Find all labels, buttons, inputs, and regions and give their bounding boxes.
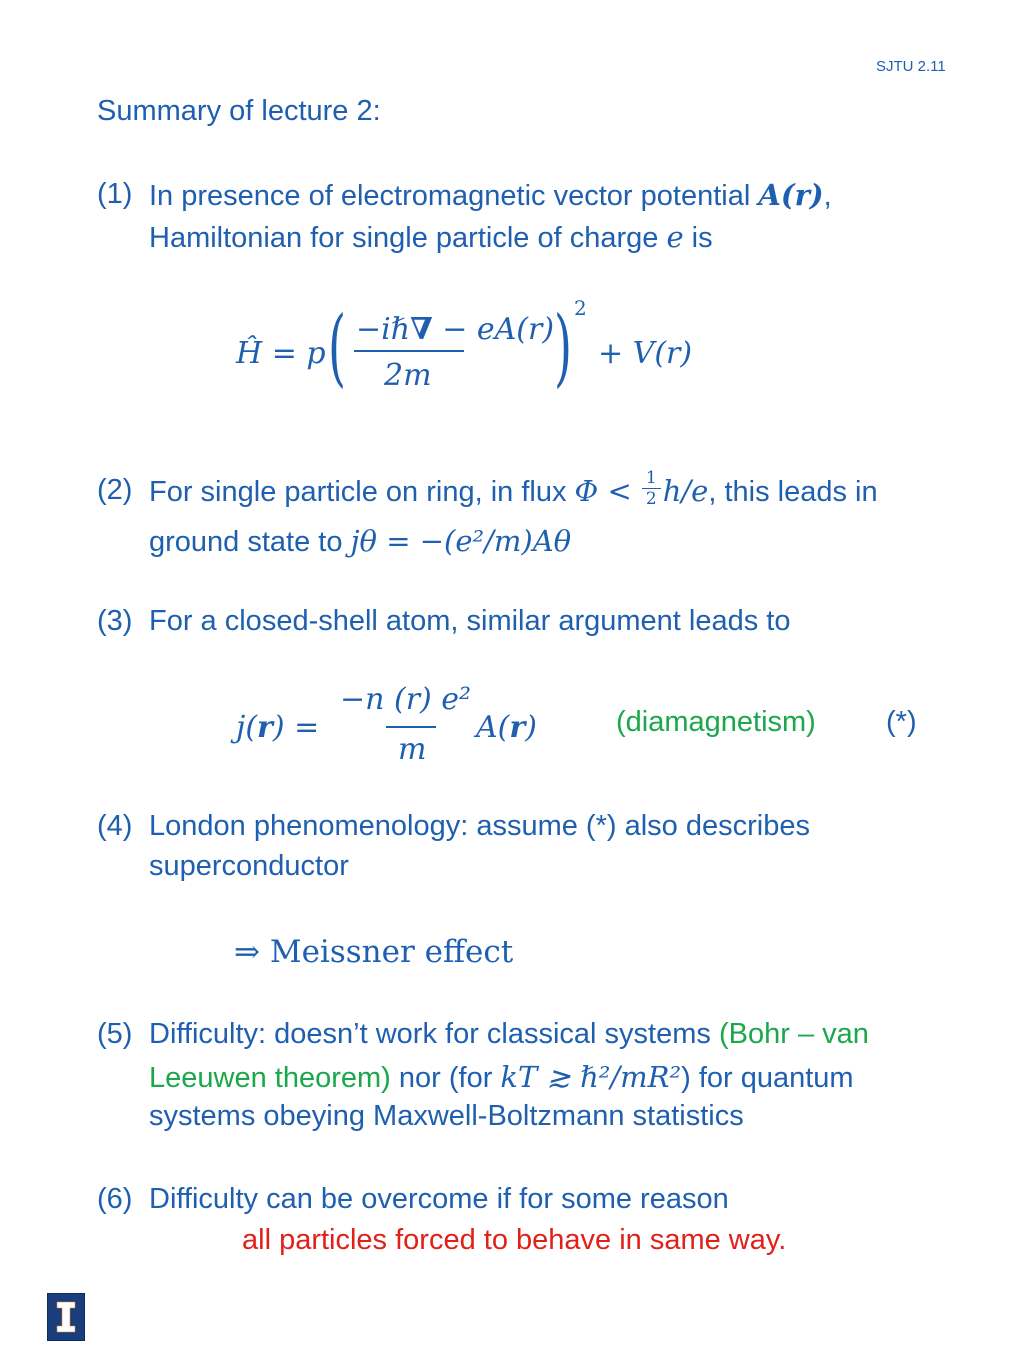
item-2-line1 xyxy=(149,467,878,509)
hamiltonian-numerator xyxy=(356,312,554,347)
half-num: 1 xyxy=(645,467,657,488)
diamag-rhs: A(r) xyxy=(476,710,537,745)
num-part2: − eA(r) xyxy=(432,312,555,347)
item-3-number: (3) xyxy=(97,605,133,637)
left-paren: ( xyxy=(328,298,347,396)
item-2-text: For single particle on ring, in flux xyxy=(149,476,575,508)
lhs-r: r xyxy=(257,710,273,745)
item-5-end: ) for quantum xyxy=(681,1062,854,1094)
item-6-number: (6) xyxy=(97,1183,133,1215)
hamiltonian-lhs: Ĥ = p xyxy=(236,336,326,371)
item-1-charge: e xyxy=(666,220,684,254)
rhs-r: r xyxy=(509,710,526,745)
item-4-number: (4) xyxy=(97,810,133,842)
item-5-bohr: (Bohr – van xyxy=(718,1018,869,1050)
hamiltonian-rhs: + V(r) xyxy=(598,336,693,371)
item-2-number: (2) xyxy=(97,474,133,506)
item-1-math: A(r) xyxy=(758,178,824,212)
item-2-half xyxy=(642,468,661,509)
hamiltonian-denominator: 2m xyxy=(384,358,432,393)
item-1-line1 xyxy=(149,178,832,213)
item-2-line2 xyxy=(149,524,571,559)
item-2-text2: ground state to xyxy=(149,526,351,558)
item-5-text2: nor (for xyxy=(390,1062,501,1094)
item-1-number: (1) xyxy=(97,178,133,210)
item-2-flux: Φ < xyxy=(574,474,632,508)
item-5-math: kT ≳ ℏ²/mR² xyxy=(500,1060,682,1094)
item-4-line2: superconductor xyxy=(149,850,349,882)
diamag-lhs: j(r) = xyxy=(236,710,320,745)
item-1-text2: Hamiltonian for single particle of charge xyxy=(149,222,667,254)
item-6-line2: all particles forced to behave in same way. xyxy=(242,1224,787,1256)
num-part1: −iℏ xyxy=(356,312,411,347)
item-5-text: Difficulty: doesn’t work for classical systems xyxy=(149,1018,719,1050)
diamag-fraction-bar xyxy=(386,726,436,728)
item-4-line1: London phenomenology: assume (*) also describes xyxy=(149,810,810,842)
diamag-equation xyxy=(236,682,936,772)
item-6-line1: Difficulty can be overcome if for some reason xyxy=(149,1183,729,1215)
half-den: 2 xyxy=(645,488,657,509)
item-2-he: h/e xyxy=(662,474,709,508)
page-title: Summary of lecture 2: xyxy=(97,95,381,127)
diamag-label: (diamagnetism) xyxy=(616,706,816,738)
item-5-number: (5) xyxy=(97,1018,133,1050)
diamag-numerator: −n (r) e² xyxy=(340,682,472,717)
item-3-line1: For a closed-shell atom, similar argument leads to xyxy=(149,605,791,637)
item-5-line3: systems obeying Maxwell-Boltzmann statistics xyxy=(149,1100,744,1132)
university-logo xyxy=(47,1293,85,1341)
item-5-line1 xyxy=(149,1018,869,1051)
nabla: ∇ xyxy=(410,312,433,347)
item-5-theorem: Leeuwen theorem) xyxy=(149,1062,391,1094)
hamiltonian-exponent: 2 xyxy=(574,296,587,320)
item-1-end: is xyxy=(683,222,713,254)
item-1-line2 xyxy=(149,220,713,255)
diamag-denominator: m xyxy=(398,732,427,767)
item-2-current: jθ = −(e²/m)Aθ xyxy=(350,524,572,558)
slide-id: SJTU 2.11 xyxy=(876,58,946,75)
meissner-effect: ⇒ Meissner effect xyxy=(234,934,514,970)
rhs-A: A xyxy=(476,710,498,745)
right-paren: ) xyxy=(554,298,573,396)
fraction-bar xyxy=(354,350,464,352)
lhs-j: j xyxy=(236,710,246,745)
block-i-icon xyxy=(48,1294,84,1340)
item-1-text: In presence of electromagnetic vector potential xyxy=(149,180,759,212)
item-2-end: , this leads in xyxy=(708,476,878,508)
diamag-star: (*) xyxy=(886,706,917,738)
item-1-comma: , xyxy=(823,180,832,212)
item-5-line2 xyxy=(149,1060,854,1095)
